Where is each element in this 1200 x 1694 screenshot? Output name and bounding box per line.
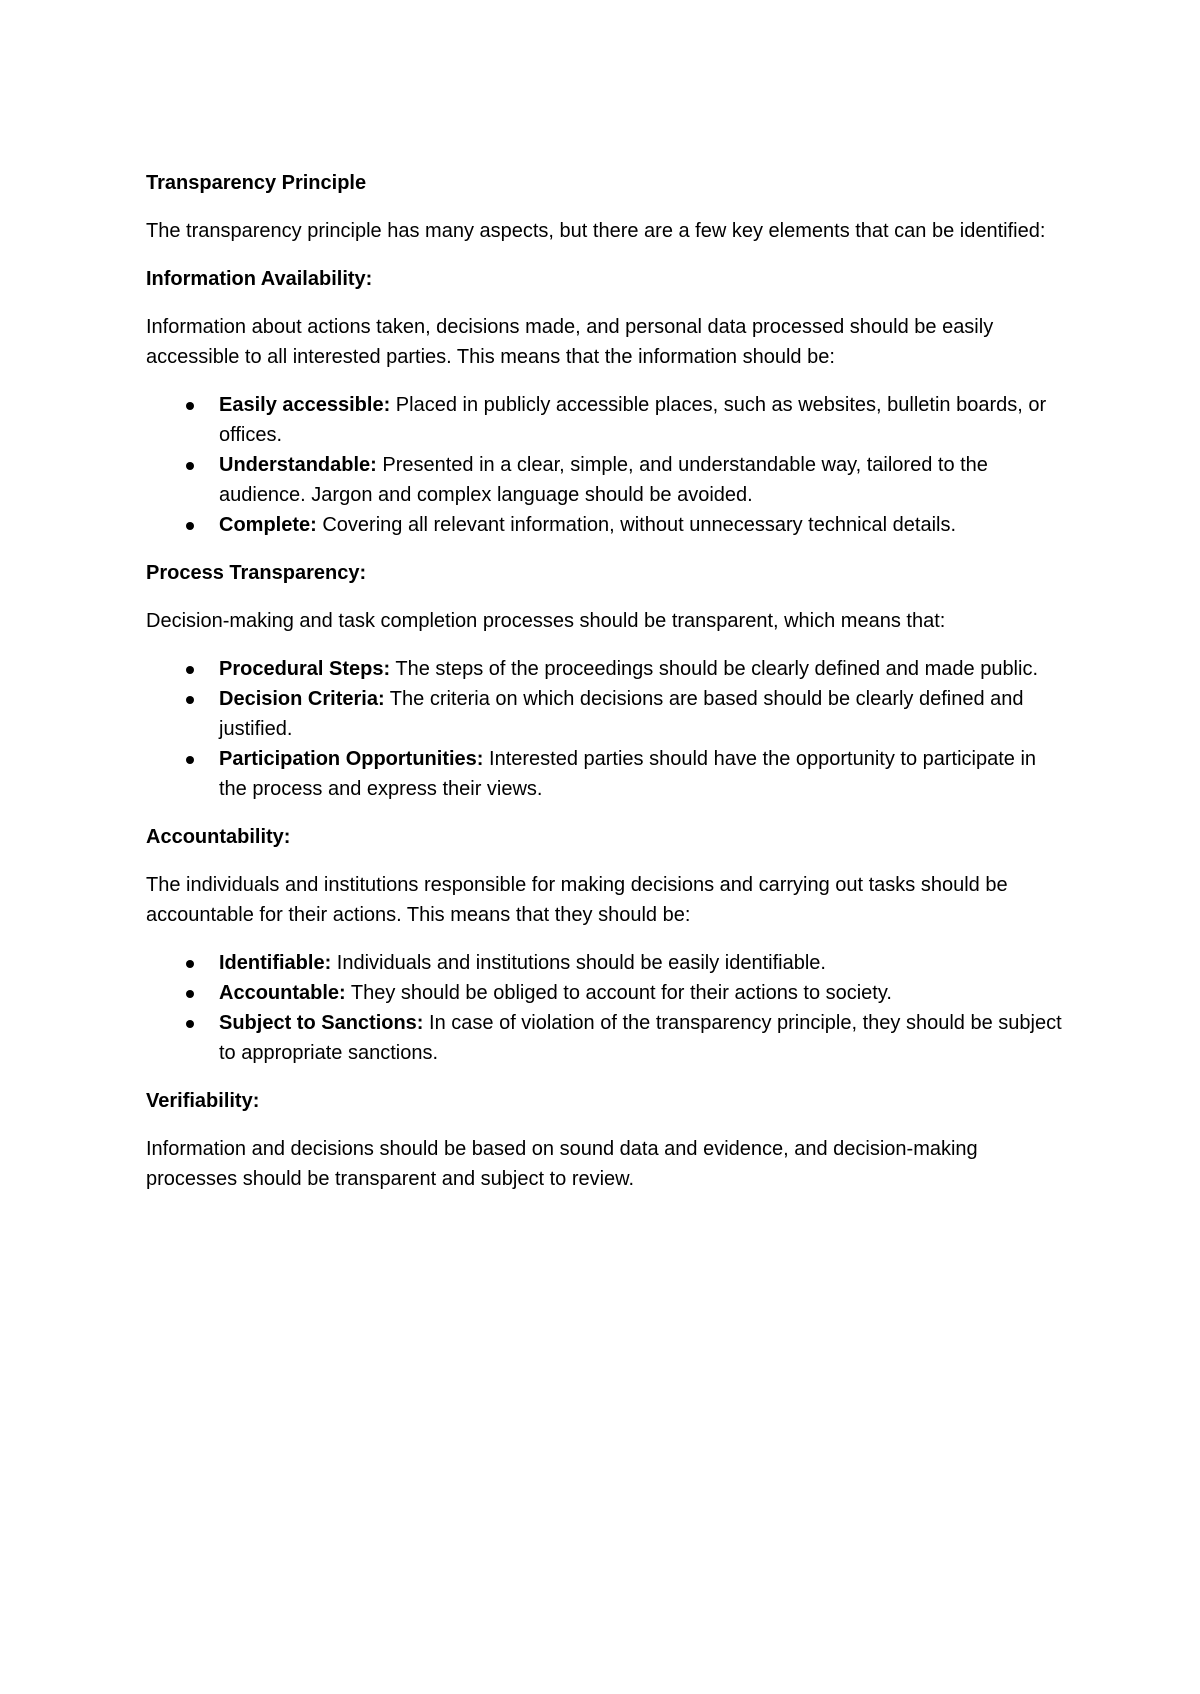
bullet-label: Understandable: (219, 454, 377, 476)
bullet-dot-icon (186, 756, 194, 764)
list-item (146, 1008, 1066, 1068)
list-item (146, 390, 1066, 450)
section-heading: Accountability: (146, 826, 291, 848)
bullet-label: Identifiable: (219, 952, 332, 974)
list-item (146, 654, 1066, 684)
bullet-text: The steps of the proceedings should be clearly defined and made public. (390, 658, 1039, 680)
list-item (146, 450, 1066, 510)
sections-container (146, 264, 1066, 1194)
bullet-list (146, 654, 1066, 804)
document-page (146, 168, 1066, 1212)
bullet-label: Complete: (219, 514, 317, 536)
list-item (146, 510, 1066, 540)
section-paragraph: Information and decisions should be based on sound data and evidence, and decision-making processes should be transparent and subject to review. (146, 1138, 978, 1190)
section-paragraph: The individuals and institutions responsible for making decisions and carrying out tasks should be accountable for their actions. This means that they should be: (146, 874, 1008, 926)
bullet-dot-icon (186, 666, 194, 674)
list-item (146, 948, 1066, 978)
bullet-list (146, 390, 1066, 540)
section-information-availability (146, 264, 1066, 540)
bullet-dot-icon (186, 960, 194, 968)
bullet-text: Covering all relevant information, without unnecessary technical details. (316, 514, 957, 536)
bullet-list (146, 948, 1066, 1068)
bullet-text: In case of violation of the transparency principle, they should be subject to appropriate sanctions. (219, 1012, 1062, 1064)
bullet-label: Easily accessible: (219, 394, 391, 416)
bullet-dot-icon (186, 990, 194, 998)
list-item (146, 744, 1066, 804)
bullet-label: Accountable: (219, 982, 346, 1004)
bullet-label: Procedural Steps: (219, 658, 391, 680)
document-title: Transparency Principle (146, 172, 367, 194)
section-heading: Verifiability: (146, 1090, 260, 1112)
bullet-dot-icon (186, 696, 194, 704)
bullet-text: They should be obliged to account for their actions to society. (345, 982, 892, 1004)
bullet-label: Subject to Sanctions: (219, 1012, 424, 1034)
bullet-text: Interested parties should have the opportunity to participate in the process and express their views. (219, 748, 1037, 800)
list-item (146, 684, 1066, 744)
section-process-transparency (146, 558, 1066, 804)
section-heading: Process Transparency: (146, 562, 367, 584)
section-paragraph: Information about actions taken, decisions made, and personal data processed should be easily accessible to all interested parties. This means that the information should be: (146, 316, 994, 368)
bullet-text: Individuals and institutions should be easily identifiable. (331, 952, 826, 974)
bullet-text: Presented in a clear, simple, and understandable way, tailored to the audience. Jargon and complex language should be avoided. (219, 454, 988, 506)
bullet-dot-icon (186, 462, 194, 470)
section-paragraph: Decision-making and task completion processes should be transparent, which means that: (146, 610, 946, 632)
bullet-dot-icon (186, 402, 194, 410)
section-verifiability (146, 1086, 1066, 1194)
bullet-text: The criteria on which decisions are based should be clearly defined and justified. (219, 688, 1024, 740)
section-heading: Information Availability: (146, 268, 373, 290)
bullet-dot-icon (186, 1020, 194, 1028)
bullet-label: Decision Criteria: (219, 688, 385, 710)
list-item (146, 978, 1066, 1008)
section-accountability (146, 822, 1066, 1068)
bullet-text: Placed in publicly accessible places, such as websites, bulletin boards, or offices. (219, 394, 1047, 446)
intro-paragraph: The transparency principle has many aspects, but there are a few key elements that can be identified: (146, 220, 1046, 242)
bullet-label: Participation Opportunities: (219, 748, 484, 770)
bullet-dot-icon (186, 522, 194, 530)
